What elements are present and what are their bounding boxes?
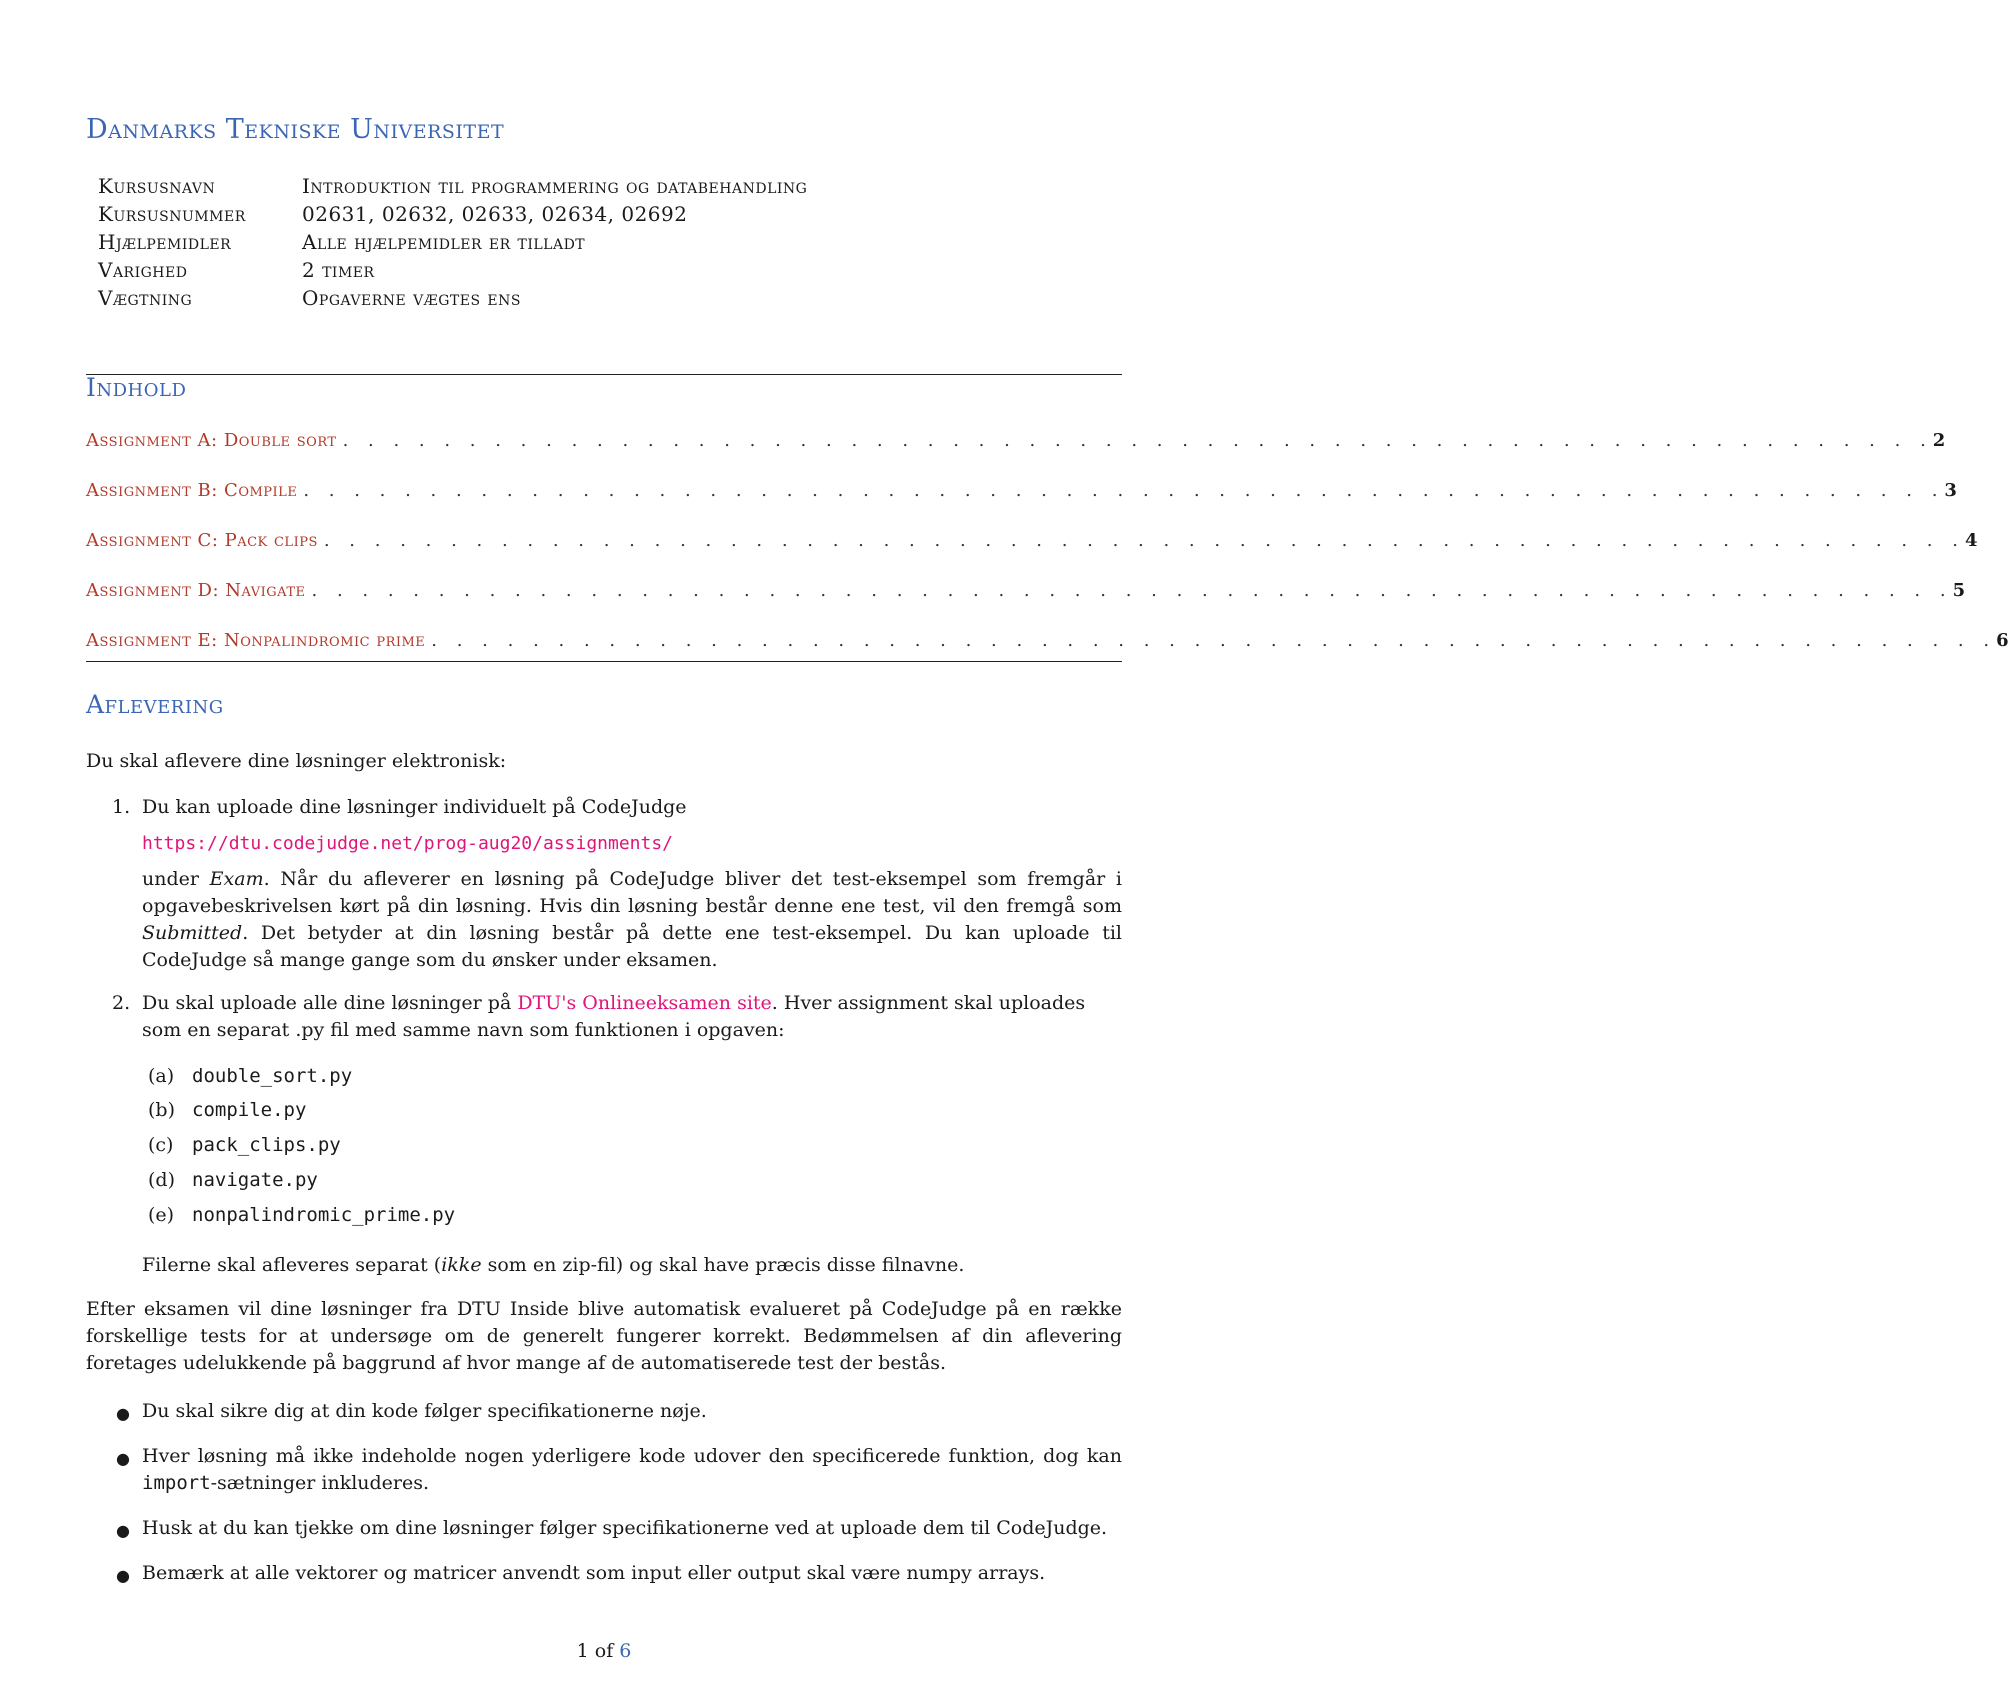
toc-leader-dots: . . . . . . . . . . . . . . . . . . . . . . . . . . . . . . . . . . . . . . . . . . . . . . . . . . . . . . . . . . . . . . . . . (323, 530, 1965, 551)
bullet-dot: ● (116, 1521, 130, 1540)
bullet-text: -sætninger inkluderes. (210, 1472, 430, 1494)
file-name: navigate.py (192, 1169, 318, 1191)
file-letter: (e) (148, 1204, 175, 1226)
file-letter: (d) (148, 1169, 175, 1191)
bullet-item (142, 1443, 1122, 1497)
toc-entry[interactable] (86, 630, 2009, 660)
page-current: 1 (576, 1640, 589, 1662)
meta-value: 02631, 02632, 02633, 02634, 02692 (302, 202, 688, 226)
toc-entry[interactable] (86, 530, 1978, 560)
toc-entry-label[interactable]: Assignment D: Navigate (86, 580, 306, 601)
file-list-item (148, 1200, 455, 1230)
bullet-text: Hver løsning må ikke indeholde nogen yderligere kode udover den specificerede funktion, dog kan (142, 1445, 1122, 1467)
meta-row (98, 200, 807, 228)
toc-leader-dots: . . . . . . . . . . . . . . . . . . . . . . . . . . . . . . . . . . . . . . . . . . . . . . . . . . . . . . . . . . . . . . (431, 630, 1997, 651)
item2-pre: Du skal uploade alle dine løsninger på (142, 992, 512, 1014)
file-list-item (148, 1165, 318, 1195)
file-letter: (b) (148, 1099, 175, 1121)
item1-paragraph (142, 866, 1122, 974)
intro-paragraph: Du skal aflevere dine løsninger elektronisk: (86, 750, 507, 772)
meta-value: 2 timer (302, 258, 375, 282)
toc-entry-label[interactable]: Assignment C: Pack clips (86, 530, 318, 551)
toc-bottom-rule (86, 661, 1122, 662)
file-list-item (148, 1061, 352, 1091)
toc-leader-dots: . . . . . . . . . . . . . . . . . . . . . . . . . . . . . . . . . . . . . . . . . . . . . . . . . . . . . . . . . . . . . . . . . (311, 580, 1953, 601)
toc-entry-page[interactable]: 5 (1952, 580, 1966, 601)
item1-text: Du kan uploade dine løsninger individuelt på CodeJudge (142, 796, 687, 818)
meta-row (98, 228, 807, 256)
bullet-dot: ● (116, 1566, 130, 1585)
meta-value: Opgaverne vægtes ens (302, 286, 521, 310)
toc-entry-page[interactable]: 4 (1964, 530, 1978, 551)
file-name: double_sort.py (192, 1065, 353, 1087)
text-submitted: Submitted (142, 922, 243, 944)
text-end: . Det betyder at din løsning består på dette ene test-eksempel. Du kan uploade til CodeJudge så mange gange som du ønsker under eksamen. (142, 922, 1122, 971)
toc-top-rule (86, 374, 1122, 375)
meta-row (98, 172, 807, 200)
toc-entry-label[interactable]: Assignment A: Double sort (86, 430, 337, 451)
toc-entry-page[interactable]: 2 (1932, 430, 1946, 451)
onlineeksamen-link[interactable]: DTU's Onlineeksamen site (517, 992, 772, 1014)
meta-row (98, 284, 807, 312)
bullet-item: Bemærk at alle vektorer og matricer anvendt som input eller output skal være numpy arrays. (142, 1562, 1046, 1584)
toc-leader-dots: . . . . . . . . . . . . . . . . . . . . . . . . . . . . . . . . . . . . . . . . . . . . . . . . . . . . . . . . . . . . . . . (342, 430, 1933, 451)
import-keyword: import (142, 1472, 211, 1494)
toc-entry[interactable] (86, 480, 1957, 510)
section-title-aflevering: Aflevering (86, 690, 224, 719)
meta-key: Kursusnavn (98, 174, 216, 198)
file-name: compile.py (192, 1099, 307, 1121)
file-list-item (148, 1130, 341, 1160)
toc-entry[interactable] (86, 580, 1966, 610)
file-letter: (a) (148, 1065, 175, 1087)
bullet-item: Du skal sikre dig at din kode følger specifikationerne nøje. (142, 1400, 707, 1422)
page-total[interactable]: 6 (619, 1640, 632, 1662)
bullet-dot: ● (116, 1404, 130, 1423)
text-under: under (142, 868, 199, 890)
meta-key: Hjælpemidler (98, 230, 232, 254)
text-exam: Exam (209, 868, 264, 890)
file-name: nonpalindromic_prime.py (192, 1204, 456, 1226)
page-of: of (594, 1640, 614, 1662)
item2-paragraph (142, 990, 1122, 1044)
file-name: pack_clips.py (192, 1134, 341, 1156)
evaluation-paragraph: Efter eksamen vil dine løsninger fra DTU Inside blive automatisk evalueret på CodeJudge på en række forskellige tests for at undersøge om de generelt fungerer korrekt. Bedømmelsen af din aflevering foretages udelukkende på baggrund af hvor mange af de automatiserede test der bestås. (86, 1298, 1122, 1374)
bullet-item: Husk at du kan tjekke om dine løsninger følger specifikationerne ved at uploade dem til CodeJudge. (142, 1517, 1108, 1539)
meta-key: Varighed (98, 258, 188, 282)
meta-value: Introduktion til programmering og databehandling (302, 174, 808, 198)
meta-key: Vægtning (98, 286, 193, 310)
bullet-dot: ● (116, 1449, 130, 1468)
course-meta (98, 172, 807, 312)
toc-title: Indhold (86, 373, 187, 402)
toc-entry-label[interactable]: Assignment E: Nonpalindromic prime (86, 630, 426, 651)
toc-entry-page[interactable]: 3 (1944, 480, 1957, 501)
text-mid: . Når du afleverer en løsning på CodeJudge bliver det test-eksempel som fremgår i opgavebeskrivelsen kørt på din løsning. Hvis din løsning består denne ene test, vil den fremgå som (142, 868, 1123, 917)
list-number: 2. (112, 992, 131, 1014)
codejudge-link[interactable]: https://dtu.codejudge.net/prog-aug20/assignments/ (142, 833, 674, 854)
note-pre: Filerne skal afleveres separat ( (142, 1254, 442, 1276)
meta-key: Kursusnummer (98, 202, 246, 226)
meta-row (98, 256, 807, 284)
list-number: 1. (112, 796, 131, 818)
note-post: som en zip-fil) og skal have præcis disse filnavne. (481, 1254, 965, 1276)
toc-entry[interactable] (86, 430, 1946, 460)
university-title: Danmarks Tekniske Universitet (86, 114, 505, 145)
note-ikke: ikke (441, 1254, 482, 1276)
toc-entry-page[interactable]: 6 (1996, 630, 2009, 651)
file-list-item (148, 1095, 306, 1125)
page-number (86, 1640, 1122, 1662)
file-letter: (c) (148, 1134, 174, 1156)
toc-entry-label[interactable]: Assignment B: Compile (86, 480, 298, 501)
item2-post: . Hver assignment skal uploades som en separat .py fil med samme navn som funktionen i opgaven: (142, 992, 1086, 1041)
meta-value: Alle hjælpemidler er tilladt (302, 230, 586, 254)
toc-leader-dots: . . . . . . . . . . . . . . . . . . . . . . . . . . . . . . . . . . . . . . . . . . . . . . . . . . . . . . . . . . . . . . . . . (303, 480, 1945, 501)
file-note (142, 1252, 1122, 1279)
